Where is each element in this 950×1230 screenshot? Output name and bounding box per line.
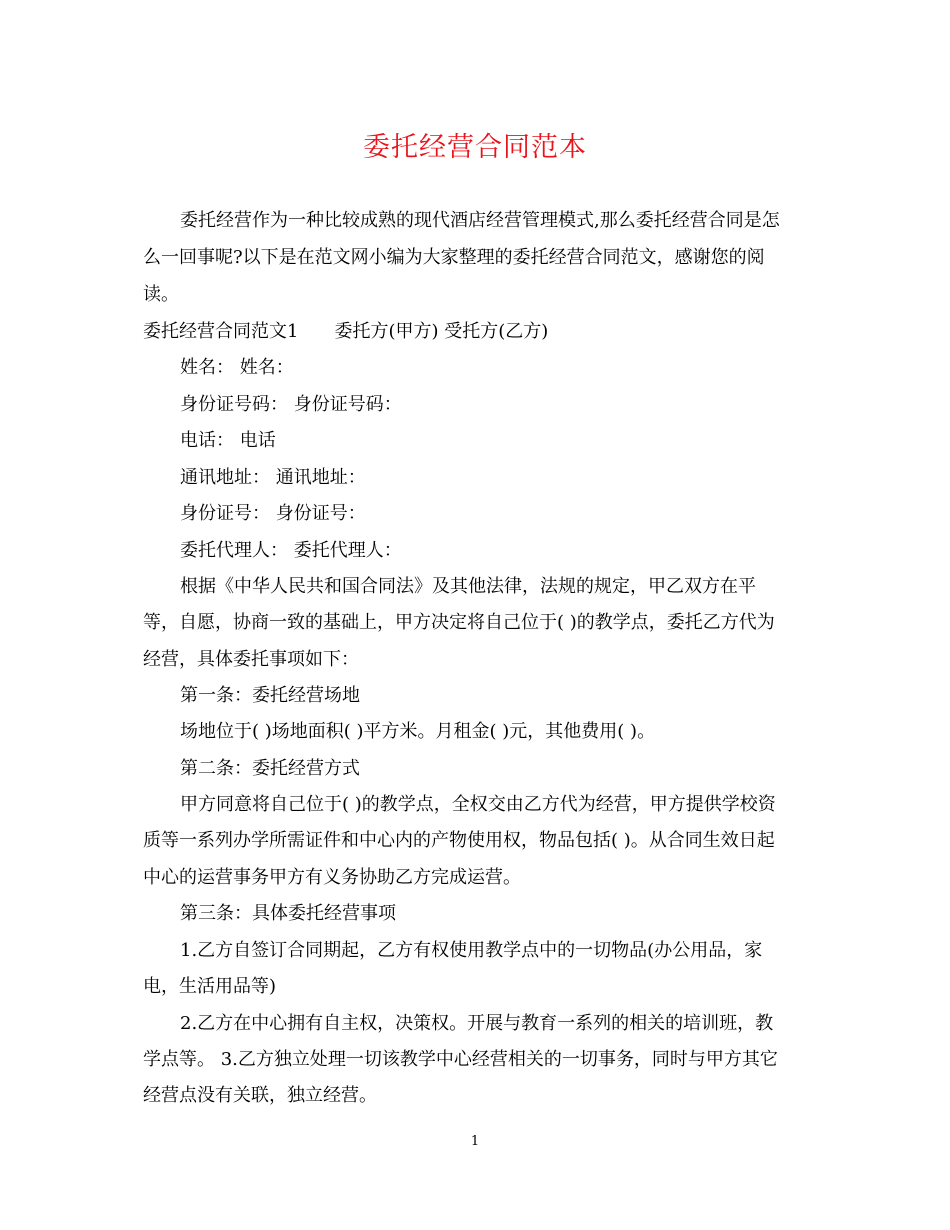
text-line: 电，生活用品等) bbox=[143, 976, 277, 997]
text-line: 么一回事呢?以下是在范文网小编为大家整理的委托经营合同范文，感谢您的阅 bbox=[143, 247, 765, 268]
text-line: 2.乙方在中心拥有自主权，决策权。开展与教育一系列的相关的培训班，教 bbox=[180, 1013, 774, 1034]
page-number: 1 bbox=[470, 1134, 480, 1149]
article-heading: 第二条：委托经营方式 bbox=[180, 758, 360, 779]
text-line: 身份证号： 身份证号： bbox=[180, 503, 366, 524]
text-line: 经营点没有关联，独立经营。 bbox=[143, 1085, 377, 1106]
text-line: 电话： 电话 bbox=[180, 430, 276, 451]
document-title: 委托经营合同范本 bbox=[363, 132, 587, 163]
text-line: 质等一系列办学所需证件和中心内的产物使用权，物品包括( )。从合同生效日起 bbox=[143, 830, 775, 851]
text-line: 学点等。 3.乙方独立处理一切该教学中心经营相关的一切事务，同时与甲方其它 bbox=[143, 1049, 778, 1070]
article-heading: 第三条：具体委托经营事项 bbox=[180, 903, 396, 924]
text-line: 委托代理人： 委托代理人： bbox=[180, 540, 402, 561]
text-line: 身份证号码： 身份证号码： bbox=[180, 394, 402, 415]
text-line: 通讯地址： 通讯地址： bbox=[180, 467, 366, 488]
text-line: 场地位于( )场地面积( )平方米。月租金( )元，其他费用( )。 bbox=[180, 721, 656, 742]
text-line: 中心的运营事务甲方有义务协助乙方完成运营。 bbox=[143, 867, 521, 888]
text-line: 姓名： 姓名： bbox=[180, 357, 294, 378]
text-line: 1.乙方自签订合同期起，乙方有权使用教学点中的一切物品(办公用品，家 bbox=[180, 940, 763, 961]
text-line: 读。 bbox=[143, 284, 179, 305]
article-heading: 第一条：委托经营场地 bbox=[180, 685, 360, 706]
text-line: 甲方同意将自己位于( )的教学点，全权交由乙方代为经营，甲方提供学校资 bbox=[180, 794, 776, 815]
text-line: 经营，具体委托事项如下： bbox=[143, 649, 359, 670]
text-line: 委托经营作为一种比较成熟的现代酒店经营管理模式,那么委托经营合同是怎 bbox=[180, 210, 780, 231]
text-line: 根据《中华人民共和国合同法》及其他法律，法规的规定，甲乙双方在平 bbox=[180, 576, 756, 597]
text-line: 等，自愿，协商一致的基础上，甲方决定将自己位于( )的教学点，委托乙方代为 bbox=[143, 612, 775, 633]
section-heading: 委托经营合同范文1 委托方(甲方) 受托方(乙方) bbox=[143, 321, 549, 342]
